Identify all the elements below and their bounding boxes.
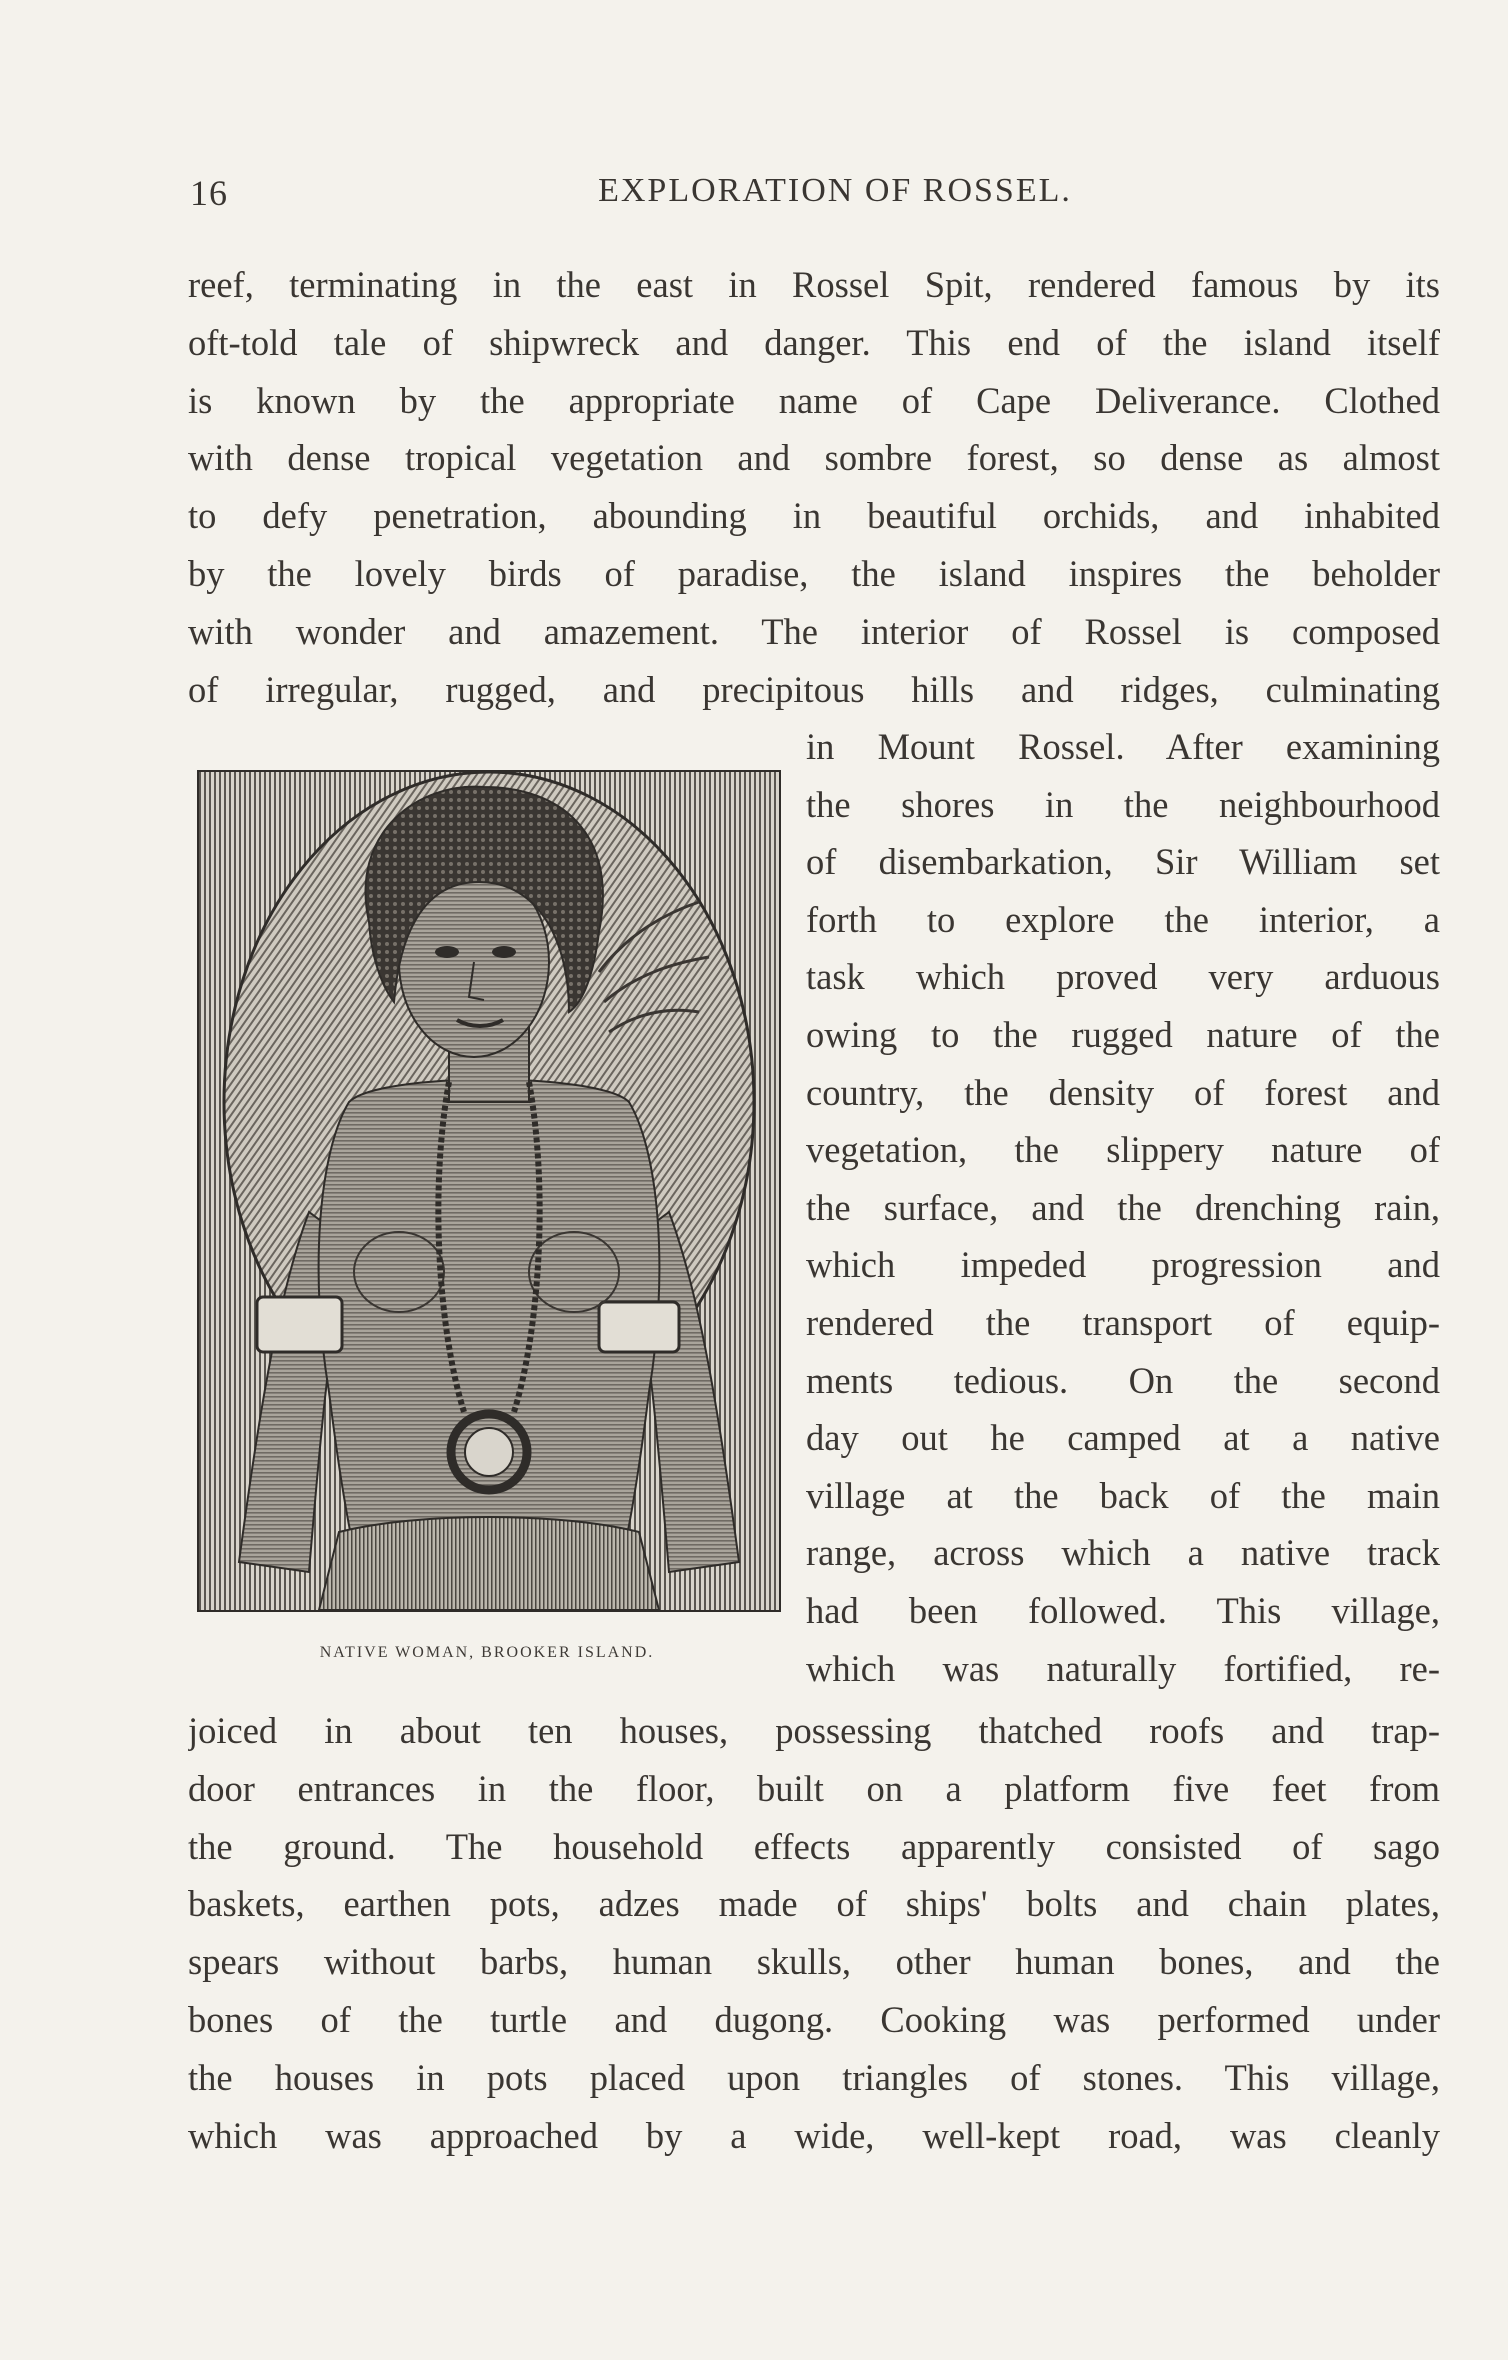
text-line: spears without barbs, human skulls, other human bones, and the <box>188 1941 1440 1983</box>
text-line: of disembarkation, Sir William set <box>806 841 1440 883</box>
text-line: reef, terminating in the east in Rossel Spit, rendered famous by its <box>188 264 1440 305</box>
top-paragraph <box>188 256 1440 718</box>
bottom-paragraph <box>188 1702 1440 2164</box>
text-line: had been followed. This village, <box>806 1589 1440 1631</box>
text-line: the shores in the neighbourhood <box>806 783 1440 825</box>
text-line: the surface, and the drenching rain, <box>806 1186 1440 1228</box>
text-line: day out he camped at a native <box>806 1417 1440 1459</box>
text-line: village at the back of the main <box>806 1474 1440 1516</box>
text-line: which was approached by a wide, well-kept road, was cleanly <box>188 2114 1440 2156</box>
text-line: with dense tropical vegetation and sombre forest, so dense as almost <box>188 437 1440 479</box>
text-line: owing to the rugged nature of the <box>806 1013 1440 1055</box>
text-line: forth to explore the interior, a <box>806 898 1440 940</box>
text-line: the ground. The household effects apparently consisted of sago <box>188 1825 1440 1867</box>
engraving-illustration <box>197 770 781 1612</box>
text-line: by the lovely birds of paradise, the island inspires the beholder <box>188 552 1440 594</box>
text-line: the houses in pots placed upon triangles of stones. This village, <box>188 2056 1440 2098</box>
text-line: which impeded progression and <box>806 1244 1440 1286</box>
text-line: oft-told tale of shipwreck and danger. This end of the island itself <box>188 321 1440 363</box>
text-line: is known by the appropriate name of Cape Deliverance. Clothed <box>188 379 1440 421</box>
text-line: country, the density of forest and <box>806 1071 1440 1113</box>
figure-caption: NATIVE WOMAN, BROOKER ISLAND. <box>319 1644 655 1661</box>
text-line: with wonder and amazement. The interior of Rossel is composed <box>188 610 1440 652</box>
text-line: task which proved very arduous <box>806 956 1440 998</box>
text-line: ments tedious. On the second <box>806 1359 1440 1401</box>
text-line: to defy penetration, abounding in beautiful orchids, and inhabited <box>188 495 1440 537</box>
text-line: baskets, earthen pots, adzes made of ships' bolts and chain plates, <box>188 1883 1440 1925</box>
text-line: vegetation, the slippery nature of <box>806 1129 1440 1171</box>
text-line: of irregular, rugged, and precipitous hills and ridges, culminating <box>188 668 1440 710</box>
text-line: door entrances in the floor, built on a platform five feet from <box>188 1767 1440 1809</box>
side-paragraph <box>806 718 1440 1697</box>
text-line: joiced in about ten houses, possessing thatched roofs and trap- <box>188 1710 1440 1751</box>
text-line: which was naturally fortified, re- <box>806 1647 1440 1689</box>
text-line: range, across which a native track <box>806 1532 1440 1574</box>
page-number: 16 <box>190 173 228 213</box>
text-line: in Mount Rossel. After examining <box>806 726 1440 767</box>
page-header <box>190 172 1440 222</box>
engraving-native-woman <box>199 772 779 1610</box>
text-line: rendered the transport of equip- <box>806 1301 1440 1343</box>
text-line: bones of the turtle and dugong. Cooking was performed under <box>188 1998 1440 2040</box>
running-title: EXPLORATION OF ROSSEL. <box>598 172 1072 209</box>
